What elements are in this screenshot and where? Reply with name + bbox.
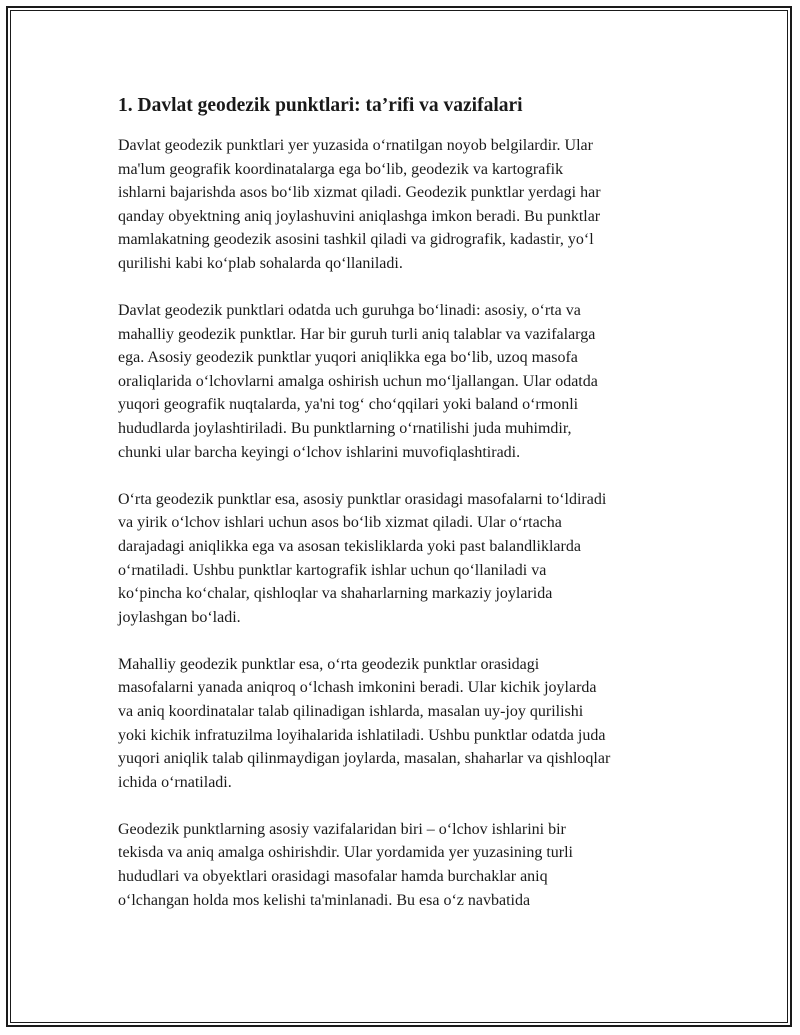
text-line: yuqori geografik nuqtalarda, ya'ni tog‘ cho‘qqilari yoki baland o‘rmonli	[118, 396, 579, 414]
text-line: ega. Asosiy geodezik punktlar yuqori aniqlikka ega bo‘lib, uzoq masofa	[118, 349, 578, 367]
text-line: va aniq koordinatalar talab qilinadigan ishlarda, masalan uy-joy qurilishi	[118, 702, 584, 720]
text-line: Geodezik punktlarning asosiy vazifalaridan biri – o‘lchov ishlarini bir	[118, 820, 566, 838]
text-line: joylashgan bo‘ladi.	[118, 608, 241, 626]
paragraph-3	[118, 488, 698, 630]
paragraph-2	[118, 299, 698, 464]
text-line: ma'lum geografik koordinatalarga ega bo‘lib, geodezik va kartografik	[118, 160, 564, 178]
text-line: o‘lchangan holda mos kelishi ta'minlanadi. Bu esa o‘z navbatida	[118, 891, 531, 909]
paragraph-5	[118, 818, 698, 912]
text-line: yoki kichik infratuzilma loyihalarida ishlatiladi. Ushbu punktlar odatda juda	[118, 726, 606, 744]
text-line: ishlarni bajarishda asos bo‘lib xizmat qiladi. Geodezik punktlar yerdagi har	[118, 184, 601, 202]
text-line: darajadagi aniqlikka ega va asosan tekisliklarda yoki past balandliklarda	[118, 537, 581, 555]
section-heading: 1. Davlat geodezik punktlari: ta’rifi va vazifalari	[118, 95, 523, 116]
paragraph-4	[118, 653, 698, 795]
text-line: hududlari va obyektlari orasidagi masofalar hamda burchaklar aniq	[118, 868, 548, 886]
text-line: Davlat geodezik punktlari yer yuzasida o‘rnatilgan noyob belgilardir. Ular	[118, 137, 593, 154]
text-line: mahalliy geodezik punktlar. Har bir guruh turli aniq talablar va vazifalarga	[118, 325, 596, 343]
text-line: mamlakatning geodezik asosini tashkil qiladi va gidrografik, kadastir, yo‘l	[118, 231, 594, 249]
text-line: o‘rnatiladi. Ushbu punktlar kartografik ishlar uchun qo‘llaniladi va	[118, 561, 547, 579]
text-line: yuqori aniqlik talab qilinmaydigan joylarda, masalan, shaharlar va qishloqlar	[118, 750, 611, 768]
document-body	[118, 92, 698, 936]
text-line: tekisda va aniq amalga oshirishdir. Ular yordamida yer yuzasining turli	[118, 844, 573, 862]
text-line: chunki ular barcha keyingi o‘lchov ishlarini muvofiqlashtiradi.	[118, 443, 521, 461]
text-line: ichida o‘rnatiladi.	[118, 773, 232, 791]
paragraph-1	[118, 134, 698, 276]
text-line: qurilishi kabi ko‘plab sohalarda qo‘llaniladi.	[118, 254, 403, 272]
text-line: oraliqlarida o‘lchovlarni amalga oshirish uchun mo‘ljallangan. Ular odatda	[118, 372, 598, 390]
text-line: ko‘pincha ko‘chalar, qishloqlar va shaharlarning markaziy joylarida	[118, 585, 553, 603]
text-line: Mahalliy geodezik punktlar esa, o‘rta geodezik punktlar orasidagi	[118, 655, 540, 673]
text-line: masofalarni yanada aniqroq o‘lchash imkonini beradi. Ular kichik joylarda	[118, 679, 597, 697]
text-line: qanday obyektning aniq joylashuvini aniqlashga imkon beradi. Bu punktlar	[118, 207, 601, 225]
text-line: va yirik o‘lchov ishlari uchun asos bo‘lib xizmat qiladi. Ular o‘rtacha	[118, 514, 562, 532]
text-line: O‘rta geodezik punktlar esa, asosiy punktlar orasidagi masofalarni to‘ldiradi	[118, 490, 607, 508]
text-line: hududlarda joylashtiriladi. Bu punktlarning o‘rnatilishi juda muhimdir,	[118, 420, 572, 438]
text-line: Davlat geodezik punktlari odatda uch guruhga bo‘linadi: asosiy, o‘rta va	[118, 302, 581, 320]
